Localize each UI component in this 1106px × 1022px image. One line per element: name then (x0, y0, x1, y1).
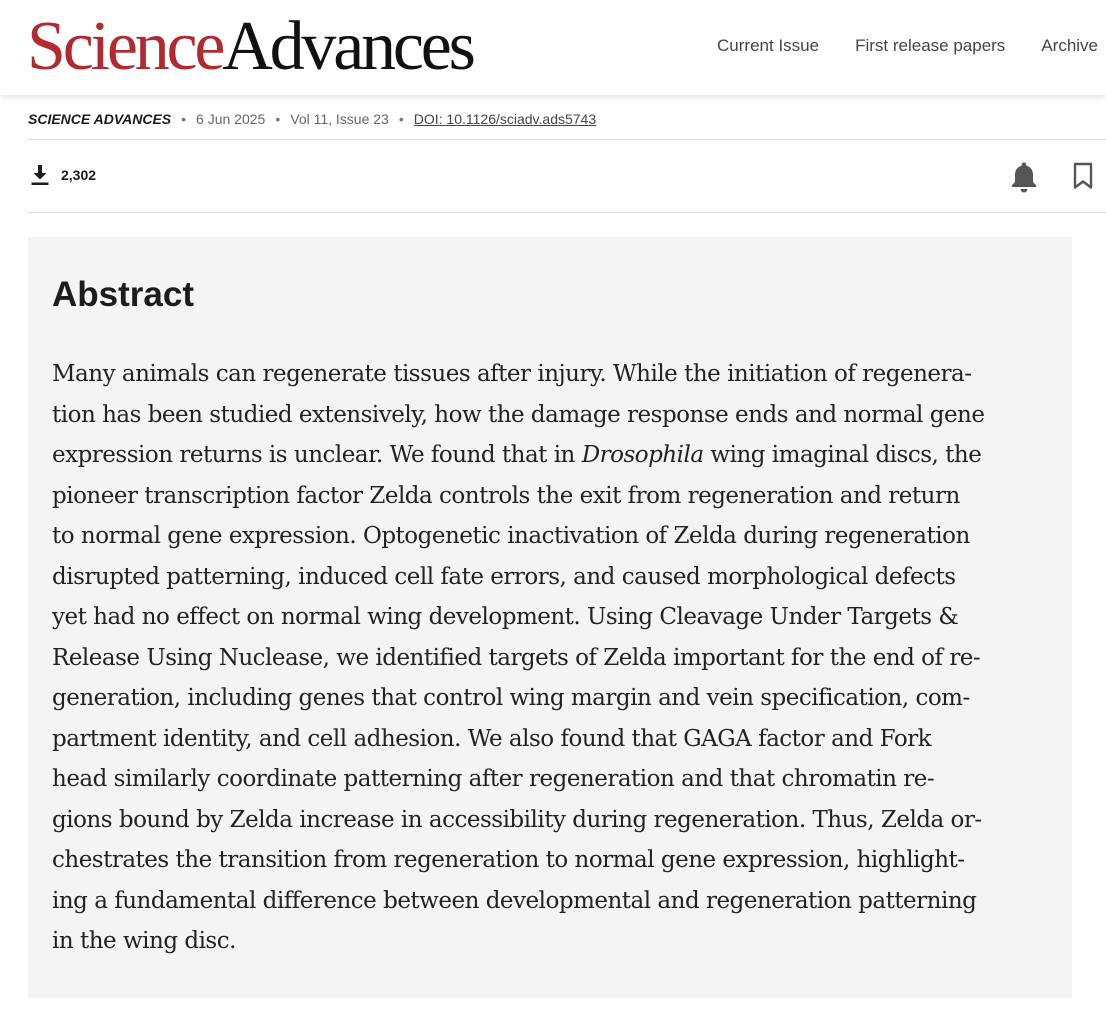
nav-first-release-papers[interactable]: First release papers (855, 36, 1006, 55)
abstract-text (52, 354, 1052, 962)
meta-separator: • (275, 111, 281, 127)
abstract-line: yet had no effect on normal wing development. Using Cleavage Under Targets & (52, 604, 959, 630)
abstract-line-text: expression returns is unclear. We found that in (52, 442, 582, 468)
science-advances-logo[interactable] (27, 8, 473, 85)
nav-current-issue[interactable]: Current Issue (717, 36, 820, 55)
meta-separator: • (398, 111, 404, 127)
doi-link[interactable]: DOI: 10.1126/sciadv.ads5743 (413, 111, 597, 127)
article-meta (28, 108, 596, 130)
abstract-line: ing a fundamental difference between developmental and regeneration patterning (52, 887, 977, 914)
publication-date: 6 Jun 2025 (196, 111, 266, 127)
abstract-heading: Abstract (52, 275, 194, 314)
nav-archive[interactable]: Archive (1041, 36, 1098, 55)
abstract-section (28, 237, 1072, 998)
abstract-line: partment identity, and cell adhesion. We also found that GAGA factor and Fork (52, 725, 932, 752)
abstract-line: in the wing disc. (52, 928, 236, 954)
logo-science: Science (27, 8, 223, 85)
downloads-metric (30, 164, 96, 186)
bell-icon[interactable] (1009, 160, 1039, 194)
logo-advances: Advances (222, 8, 473, 85)
journal-name[interactable]: SCIENCE ADVANCES (28, 111, 172, 127)
abstract-line: Release Using Nuclease, we identified targets of Zelda important for the end of re- (52, 644, 981, 671)
abstract-line: Many animals can regenerate tissues after injury. While the initiation of regenera- (52, 361, 972, 387)
download-count: 2,302 (61, 167, 97, 183)
abstract-line: generation, including genes that control wing margin and vein specification, com- (52, 685, 970, 711)
abstract-line: head similarly coordinate patterning after regeneration and that chromatin re- (52, 766, 935, 792)
abstract-line: pioneer transcription factor Zelda controls the exit from regeneration and return (52, 482, 960, 509)
volume-issue[interactable]: Vol 11, Issue 23 (290, 111, 389, 127)
top-nav (717, 36, 1098, 56)
abstract-line: disrupted patterning, induced cell fate errors, and caused morphological defects (52, 563, 956, 590)
divider (28, 139, 1106, 140)
divider (28, 212, 1106, 213)
species-name: Drosophila (581, 442, 704, 468)
download-icon (30, 164, 50, 186)
abstract-line (52, 435, 1052, 476)
abstract-line: to normal gene expression. Optogenetic inactivation of Zelda during regeneration (52, 523, 970, 549)
bookmark-icon[interactable] (1071, 162, 1095, 190)
abstract-line: tion has been studied extensively, how the damage response ends and normal gene (52, 401, 985, 428)
meta-separator: • (181, 111, 187, 127)
abstract-line-text: wing imaginal discs, the (703, 442, 982, 468)
abstract-line: chestrates the transition from regeneration to normal gene expression, highlight- (52, 847, 965, 873)
site-header (0, 0, 1106, 95)
abstract-line: gions bound by Zelda increase in accessibility during regeneration. Thus, Zelda or- (52, 806, 982, 833)
